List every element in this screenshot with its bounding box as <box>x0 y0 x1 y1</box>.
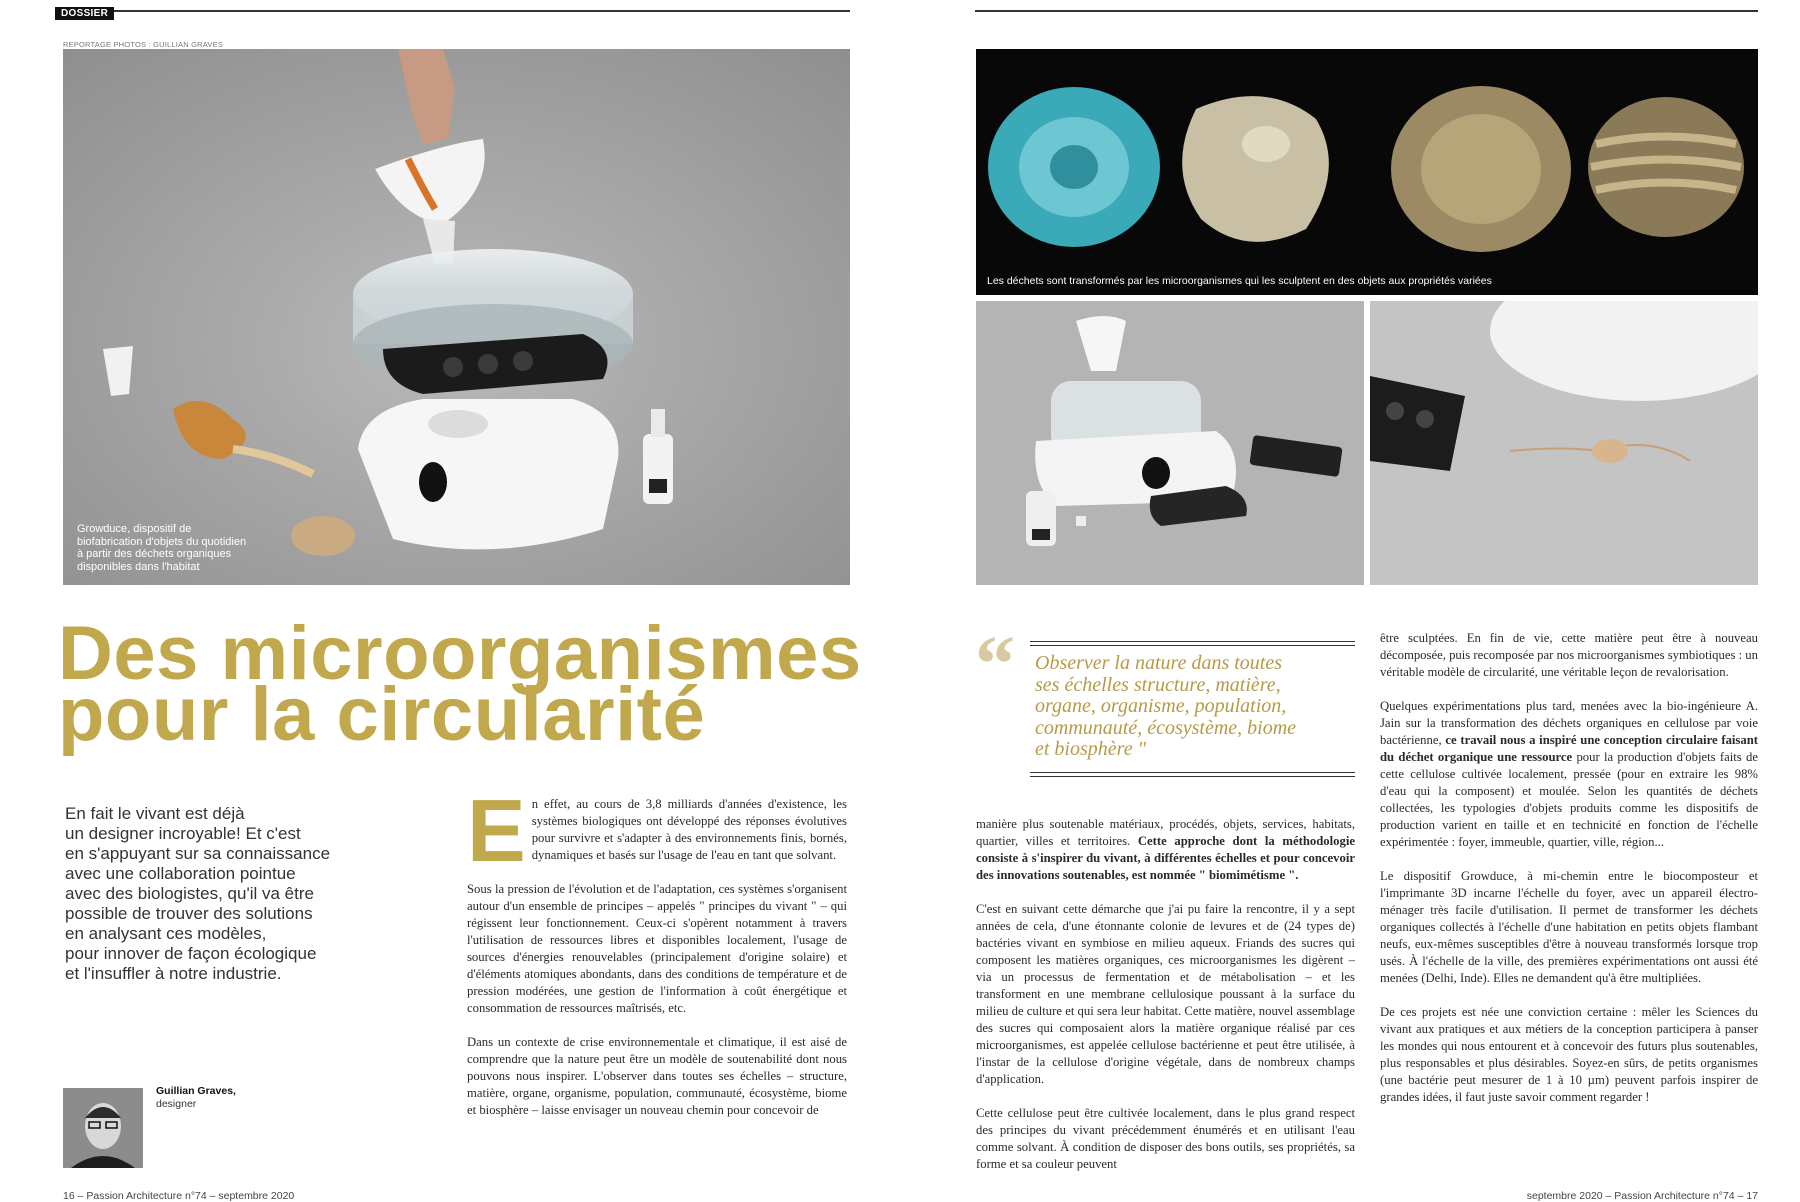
article-intro: En fait le vivant est déjà un designer incroyable! Et c'est en s'appuyant sur sa connaissance avec une collaboration pointue avec des biologistes, qu'il va être possible de trouver des solutions en analysant ces modèles, pour innover de façon écologique et l'insuffler à notre industrie. <box>65 804 331 983</box>
right-body-column-2 <box>1380 630 1758 1123</box>
photo-credit: REPORTAGE PHOTOS : GUILLIAN GRAVES <box>63 40 224 49</box>
detail-photo <box>1370 301 1758 585</box>
right-paragraph-1a: manière plus soutenable matériaux, procédés, objets, services, habitats, quartier, villes et territoires. <box>976 817 1355 848</box>
pull-quote: Observer la nature dans toutes ses échelles structure, matière, organe, organisme, population, communauté, écosystème, biome et biosphère " <box>1035 652 1297 760</box>
top-rule-right <box>975 10 1758 12</box>
author-name: Guillian Graves, <box>156 1085 236 1097</box>
left-paragraph-3: Dans un contexte de crise environnementale et climatique, il est aisé de comprendre que la nature peut être un modèle de soutenabilité dont nous pouvons nous inspirer. L'observer dans toutes ses échelles – structure, matière, organe, organisme, population, communauté, écosystème, biome et biosphère – laisse envisager un nouveau chemin pour concevoir de <box>467 1035 847 1117</box>
quote-rule-bottom <box>1030 772 1355 777</box>
main-photo <box>63 49 850 585</box>
section-tab: DOSSIER <box>55 3 114 21</box>
speckled-object <box>1391 86 1571 252</box>
author-role: designer <box>156 1098 197 1110</box>
right-paragraph-7: De ces projets est née une conviction certaine : mêler les Sciences du vivant aux pratiques et aux métiers de la conception participera à panser les mondes qui nous entourent et à concevoir des futurs plus soutenables, plus responsables et plus désirables. Soyez-en sûrs, de petits organismes (une bactérie peut mesurer de 1 à 10 µm) peuvent parfois inspirer de grandes idées, il faut juste savoir comment regarder ! <box>1380 1005 1758 1104</box>
growduce-device-illustration <box>63 49 850 585</box>
device-photo <box>976 301 1364 585</box>
left-paragraph-2: Sous la pression de l'évolution et de l'adaptation, ces systèmes s'organisent autour d'un ensemble de principes – appelés " principes du vivant " – qui régissent leur fonctionnement. Ceux-ci s'opèrent notamment à travers l'utilisation de ressources libres et disponibles localement, l'usage de sources d'énergies renouvelables (principalement d'origine solaire) et d'éléments atomiques abondants, dans des conditions de température et de pression modérées, une gestion de l'information à coût énergétique et consommation de ressources maîtrisés, etc. <box>467 882 847 1015</box>
waste-objects-caption: Les déchets sont transformés par les microorganismes qui les sculptent en des objets aux propriétés variées <box>987 275 1492 287</box>
right-folio: septembre 2020 – Passion Architecture n°74 – 17 <box>1526 1190 1758 1202</box>
ridged-object <box>1588 97 1744 237</box>
right-paragraph-3: Cette cellulose peut être cultivée localement, dans le plus grand respect des principes du vivant précédemment énumérés et en utilisant l'eau comme solvant. À condition de disposer des bons outils, ses propriétés, sa forme et sa couleur peuvent <box>976 1106 1355 1171</box>
quote-rule-top <box>1030 641 1355 646</box>
waste-objects-photo <box>976 49 1758 295</box>
left-body-column <box>467 781 847 1136</box>
right-paragraph-1b: Cette approche dont la méthodologie consiste à s'inspirer du vivant, à différentes échelles et pour concevoir des innovations soutenables, est nommée " biomimétisme ". <box>976 834 1356 882</box>
right-paragraph-2: C'est en suivant cette démarche que j'ai pu faire la rencontre, il y a sept années de cela, d'une étonnante colonie de levures et de (24 types de) bactéries vivant en symbiose en milieu aqueux. Friands des sucres qui composent les matières organiques, ces microorganismes les digèrent – via un processus de fermentation et de métabolisation – et les transforment en une membrane cellulosique poussant à la surface du milieu de culture et qui sera leur habitat. Cette matière, nouvel assemblage des sucres qui composaient alors la matière organique réalisé par ces microorganismes, est appelée cellulose bactérienne et peut être utilisée, à l'instar de la cellulose d'origine végétale, dans de nombreux champs d'application. <box>976 902 1355 1086</box>
left-paragraph-1: n effet, au cours de 3,8 milliards d'années d'existence, les systèmes biologiques ont développé des réponses évolutives pour survivre et s'adapter à des environnements finis, bornés, dynamiques et basés sur l'usage de l'eau en tant que solvant. <box>531 797 847 862</box>
author-photo <box>63 1088 143 1168</box>
quote-mark-icon: “ <box>975 621 1015 709</box>
blue-disc-object <box>988 87 1160 247</box>
top-rule-left <box>55 10 850 12</box>
main-photo-caption: Growduce, dispositif de biofabrication d'objets du quotidien à partir des déchets organiques disponibles dans l'habitat <box>77 523 247 573</box>
article-title-line1: Des microorganismes <box>58 611 862 696</box>
dropcap: E <box>467 781 526 880</box>
right-paragraph-6: Le dispositif Growduce, à mi-chemin entre le biocomposteur et l'imprimante 3D incarne l'échelle du foyer, avec un appareil électro-ménager très facile d'utilisation. Il permet de transformer les déchets organiques collectés à l'échelle d'une habitation en petits objets flambant neufs, eux-mêmes susceptibles d'être à nouveau transformés lorsque trop usés. À l'échelle de la ville, des premières expérimentations ont aussi été menées (Delhi, Inde). Elles ne demandent qu'à être multipliées. <box>1380 869 1758 985</box>
right-body-column-1 <box>976 816 1355 1190</box>
right-paragraph-5c: pour la production d'objets faits de cette cellulose cultivée localement, pressée (pour en extraire les 98% d'eau qui la composent) et moulée. Selon les quantités de déchets collectées, les typologies d'objets produits comme les dispositifs de production varient en taille et en technicité en fonction de l'échelle expérimentée : foyer, immeuble, quartier, ville, région... <box>1380 750 1758 849</box>
right-paragraph-4: être sculptées. En fin de vie, cette matière peut être à nouveau décomposée, puis recomposée par nos microorganismes symbiotiques : un véritable modèle de circularité, une véritable leçon de revalorisation. <box>1380 631 1758 679</box>
right-paragraph-5b: ce travail nous a inspiré une conception circulaire faisant du déchet organique une ressource <box>1380 733 1758 764</box>
left-folio: 16 – Passion Architecture n°74 – septembre 2020 <box>63 1190 295 1202</box>
right-paragraph-5a: Quelques expérimentations plus tard, menées avec la bio-ingénieure A. Jain sur la transformation des déchets organiques en cellulose par voie bactérienne, <box>1380 699 1758 747</box>
translucent-object <box>1182 96 1329 242</box>
article-title-line2: pour la circularité <box>58 672 706 757</box>
